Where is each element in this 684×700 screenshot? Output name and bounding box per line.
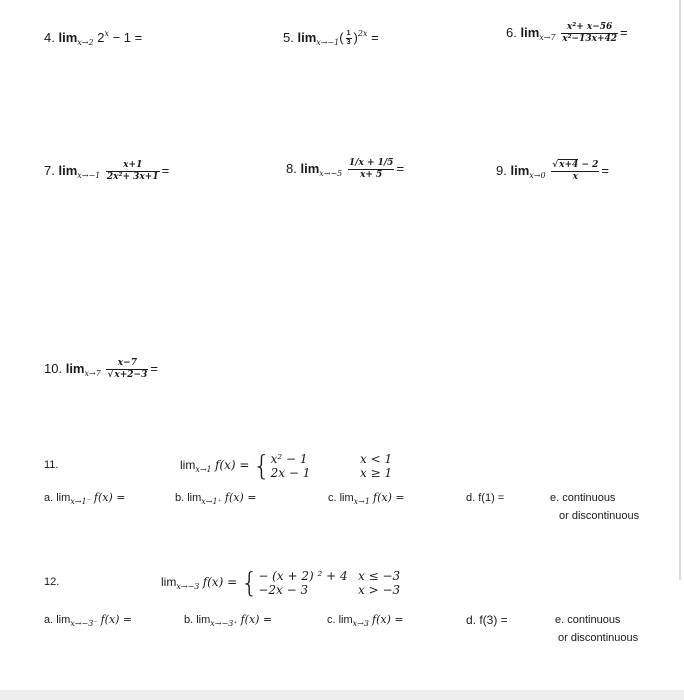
brace: { [240, 566, 259, 599]
problem-6 [506, 22, 628, 46]
limit-word: lim [520, 24, 540, 40]
equals: = [150, 360, 158, 376]
limit-approach: x→7 [539, 32, 556, 42]
problem-number: 5. [283, 30, 294, 45]
p11-part-e: e. continuous [550, 492, 616, 504]
problem-number: 8. [286, 160, 297, 176]
equals: = [601, 162, 609, 178]
limit-approach: x→0 [529, 170, 546, 180]
problem-number: 9. [496, 162, 507, 178]
p12-part-a: a. $\lim_{x\to-3^-} f(x)$ = [44, 613, 133, 628]
limit-word: lim [300, 160, 320, 176]
page-edge-line [679, 0, 681, 580]
p11-part-c: c. $\lim_{x\to 1} f(x)$ = [328, 491, 405, 506]
equals: = [371, 30, 379, 45]
limit-approach: x→1 [195, 465, 212, 475]
limit-word: lim [510, 162, 530, 178]
p12-part-c: c. $\lim_{x\to 3} f(x)$ = [327, 613, 404, 628]
limit-word: lim [161, 575, 177, 590]
exponent: 2x [357, 29, 368, 38]
p11-part-e-alt: or discontinuous [559, 510, 640, 522]
limit-approach: x→−1 [316, 38, 340, 47]
p12-part-d: d. f(3) = [466, 613, 508, 627]
problem-12-conditions: x ≤ −3 x > −3 [358, 569, 401, 597]
limit-word: lim [180, 458, 196, 473]
p11-part-a: a. $\lim_{x\to 1^-} f(x)$ = [44, 491, 126, 506]
fraction: $\frac{1}{3}$ [346, 30, 351, 47]
problem-11-definition [180, 449, 311, 482]
p11-part-d: d. f(1) = [466, 492, 505, 504]
problem-11-conditions: x < 1 x ≥ 1 [360, 452, 393, 480]
expression: 2 [97, 30, 105, 45]
problem-10 [44, 358, 158, 382]
fraction: $\frac{\text{x²+ x−56}}{\text{x²−13x+42}}$ [562, 22, 618, 44]
limit-approach: x→7 [84, 368, 101, 378]
limit-approach: x→−1 [77, 170, 101, 180]
fraction: $\frac{√x+4 - 2}{x}$ [552, 160, 599, 182]
piecewise-cases: x² − 1 2x − 1 [270, 452, 311, 480]
expression-tail: − 1 = [108, 30, 143, 45]
limit-word: lim [297, 30, 317, 45]
problem-number: 7. [44, 162, 55, 178]
problem-5: 5. $\lim_{x\to-1}$( $\frac{1}{3}$ )$^{2x}$ = [283, 29, 379, 47]
problem-7 [44, 160, 169, 184]
equals: = [396, 160, 405, 176]
problem-number: 6. [506, 24, 517, 40]
limit-word: lim [65, 360, 85, 376]
fraction: $\frac{1/x + 1/5}{x+ 5}$ [348, 158, 394, 180]
p11-part-b: b. $\lim_{x\to 1^+} f(x)$ = [175, 491, 257, 506]
equals: = [620, 24, 628, 40]
problem-12-number: 12. [44, 576, 60, 588]
problem-number: 4. [44, 30, 55, 45]
problem-4 [44, 26, 142, 51]
fraction: $\frac{x-7}{√x+2-3}$ [107, 358, 148, 380]
fraction: $\frac{x+1}{\text{2x²+ 3x+1}}$ [106, 160, 159, 182]
limit-word: lim [58, 162, 78, 178]
problem-8 [286, 158, 404, 182]
equals: = [161, 162, 170, 178]
p12-part-e: e. continuous [555, 614, 621, 626]
limit-approach: x→−5 [319, 168, 343, 178]
brace: { [252, 449, 271, 482]
function-label: f(x) = [202, 575, 238, 590]
problem-11-number: 11. [44, 459, 59, 471]
problem-12-definition [161, 566, 348, 599]
exponent: x [104, 29, 109, 38]
problem-number: 10. [44, 360, 63, 376]
p12-part-b: b. $\lim_{x\to-3^+} f(x)$ = [184, 613, 273, 628]
limit-word: lim [58, 30, 78, 45]
piecewise-cases: − (x + 2) ² + 4 −2x − 3 [258, 569, 348, 597]
page-bottom-band [0, 690, 684, 700]
problem-9 [496, 160, 609, 184]
function-label: f(x) = [214, 458, 250, 473]
limit-approach: x→2 [77, 38, 94, 47]
limit-approach: x→−3 [176, 582, 200, 592]
p12-part-e-alt: or discontinuous [558, 632, 639, 644]
